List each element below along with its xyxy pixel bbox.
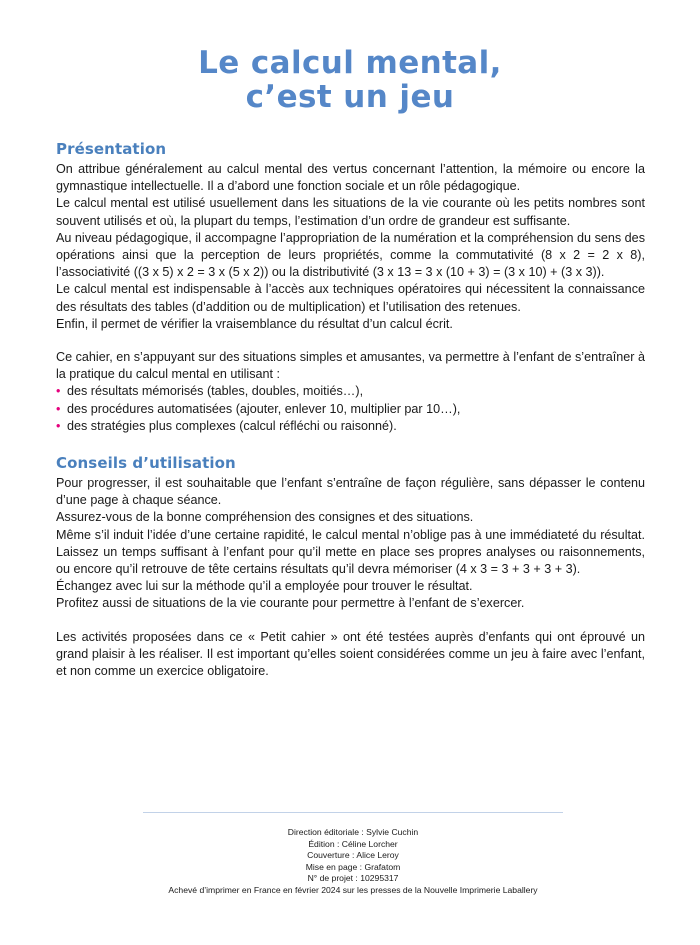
bullet-dot-icon: • xyxy=(56,418,61,433)
paragraph: Enfin, il permet de vérifier la vraisemblance du résultat d’un calcul écrit. xyxy=(56,316,453,331)
paragraph: Profitez aussi de situations de la vie courante pour permettre à l’enfant de s’exercer. xyxy=(56,596,525,611)
paragraph: Au niveau pédagogique, il accompagne l’appropriation de la numération et la compréhension du sens des opérations ainsi que la perception de leurs propriétés, comme la commutativité (8 x 2 = 2 x 8), l’associativité ((3 x 5) x 2 = 3 x (5 x 2)) ou la distributivité (3 x 13 = 3 x (10 + 3) = (3 x 10) + (3 x 3)). xyxy=(56,230,645,280)
list-item-label: des procédures automatisées (ajouter, enlever 10, multiplier par 10…), xyxy=(67,401,461,416)
colophon xyxy=(143,812,563,897)
list-item xyxy=(56,383,645,400)
colophon-line-edition: Édition : Céline Lorcher xyxy=(308,838,398,849)
bullet-dot-icon: • xyxy=(56,401,61,416)
paragraph: Le calcul mental est utilisé usuellement dans les situations de la vie courante où les petits nombres sont souvent utilisés et où, la plupart du temps, l’estimation d’un ordre de grandeur est suffisante. xyxy=(56,196,645,228)
colophon-line-print-info: Achevé d’imprimer en France en février 2024 sur les presses de la Nouvelle Imprimerie Laballery xyxy=(168,884,538,895)
paragraph-intro-list: Ce cahier, en s’appuyant sur des situations simples et amusantes, va permettre à l’enfant de s’entraîner à la pratique du calcul mental en utilisant : xyxy=(56,350,645,382)
paragraph: Même s’il induit l’idée d’une certaine rapidité, le calcul mental n’oblige pas à une immédiateté du résultat. Laissez un temps suffisant à l’enfant pour qu’il mette en place ses propres analyses ou raisonnements, ou encore qu’il retrouve de tête certains résultats qu’il devra mémoriser (4 x 3 = 3 + 3 + 3 + 3). xyxy=(56,527,645,577)
colophon-line-editorial: Direction éditoriale : Sylvie Cuchin xyxy=(287,827,419,837)
title-line-2: c’est un jeu xyxy=(245,79,455,115)
list-item-label: des résultats mémorisés (tables, doubles, moitiés…), xyxy=(67,384,364,399)
colophon-line-cover: Couverture : Alice Leroy xyxy=(307,850,399,861)
section-presentation xyxy=(56,140,645,435)
colophon-line-layout: Mise en page : Grafatom xyxy=(305,861,401,872)
bullet-list xyxy=(56,383,645,435)
title-line-1: Le calcul mental, xyxy=(198,45,502,81)
section-conseils xyxy=(56,454,645,680)
bullet-dot-icon: • xyxy=(56,384,61,399)
list-item xyxy=(56,418,645,435)
section-heading-presentation: Présentation xyxy=(56,140,167,158)
paragraph: Assurez-vous de la bonne compréhension des consignes et des situations. xyxy=(56,510,474,525)
paragraph: On attribue généralement au calcul mental des vertus concernant l’attention, la mémoire ou encore la gymnastique intellectuelle. Il a d’abord une fonction sociale et un rôle pédagogique. xyxy=(56,162,645,194)
colophon-line-project-number: N° de projet : 10295317 xyxy=(307,873,399,884)
divider xyxy=(143,812,563,813)
paragraph: Le calcul mental est indispensable à l’accès aux techniques opératoires qui nécessitent la connaissance des résultats des tables (d’addition ou de multiplication) et l’utilisation des retenues. xyxy=(56,282,645,314)
paragraph: Échangez avec lui sur la méthode qu’il a employée pour trouver le résultat. xyxy=(56,579,473,594)
paragraph-closing: Les activités proposées dans ce « Petit cahier » ont été testées auprès d’enfants qui ont éprouvé un grand plaisir à les réaliser. Il est important qu’elles soient considérées comme un jeu à faire avec l’enfant, et non comme un exercice obligatoire. xyxy=(56,629,645,679)
section-heading-conseils: Conseils d’utilisation xyxy=(56,454,236,473)
document-body xyxy=(56,140,645,680)
page-title xyxy=(0,0,700,114)
list-item xyxy=(56,401,645,418)
list-item-label: des stratégies plus complexes (calcul réfléchi ou raisonné). xyxy=(67,418,397,433)
paragraph: Pour progresser, il est souhaitable que l’enfant s’entraîne de façon régulière, sans dépasser le contenu d’une page à chaque séance. xyxy=(56,476,645,508)
